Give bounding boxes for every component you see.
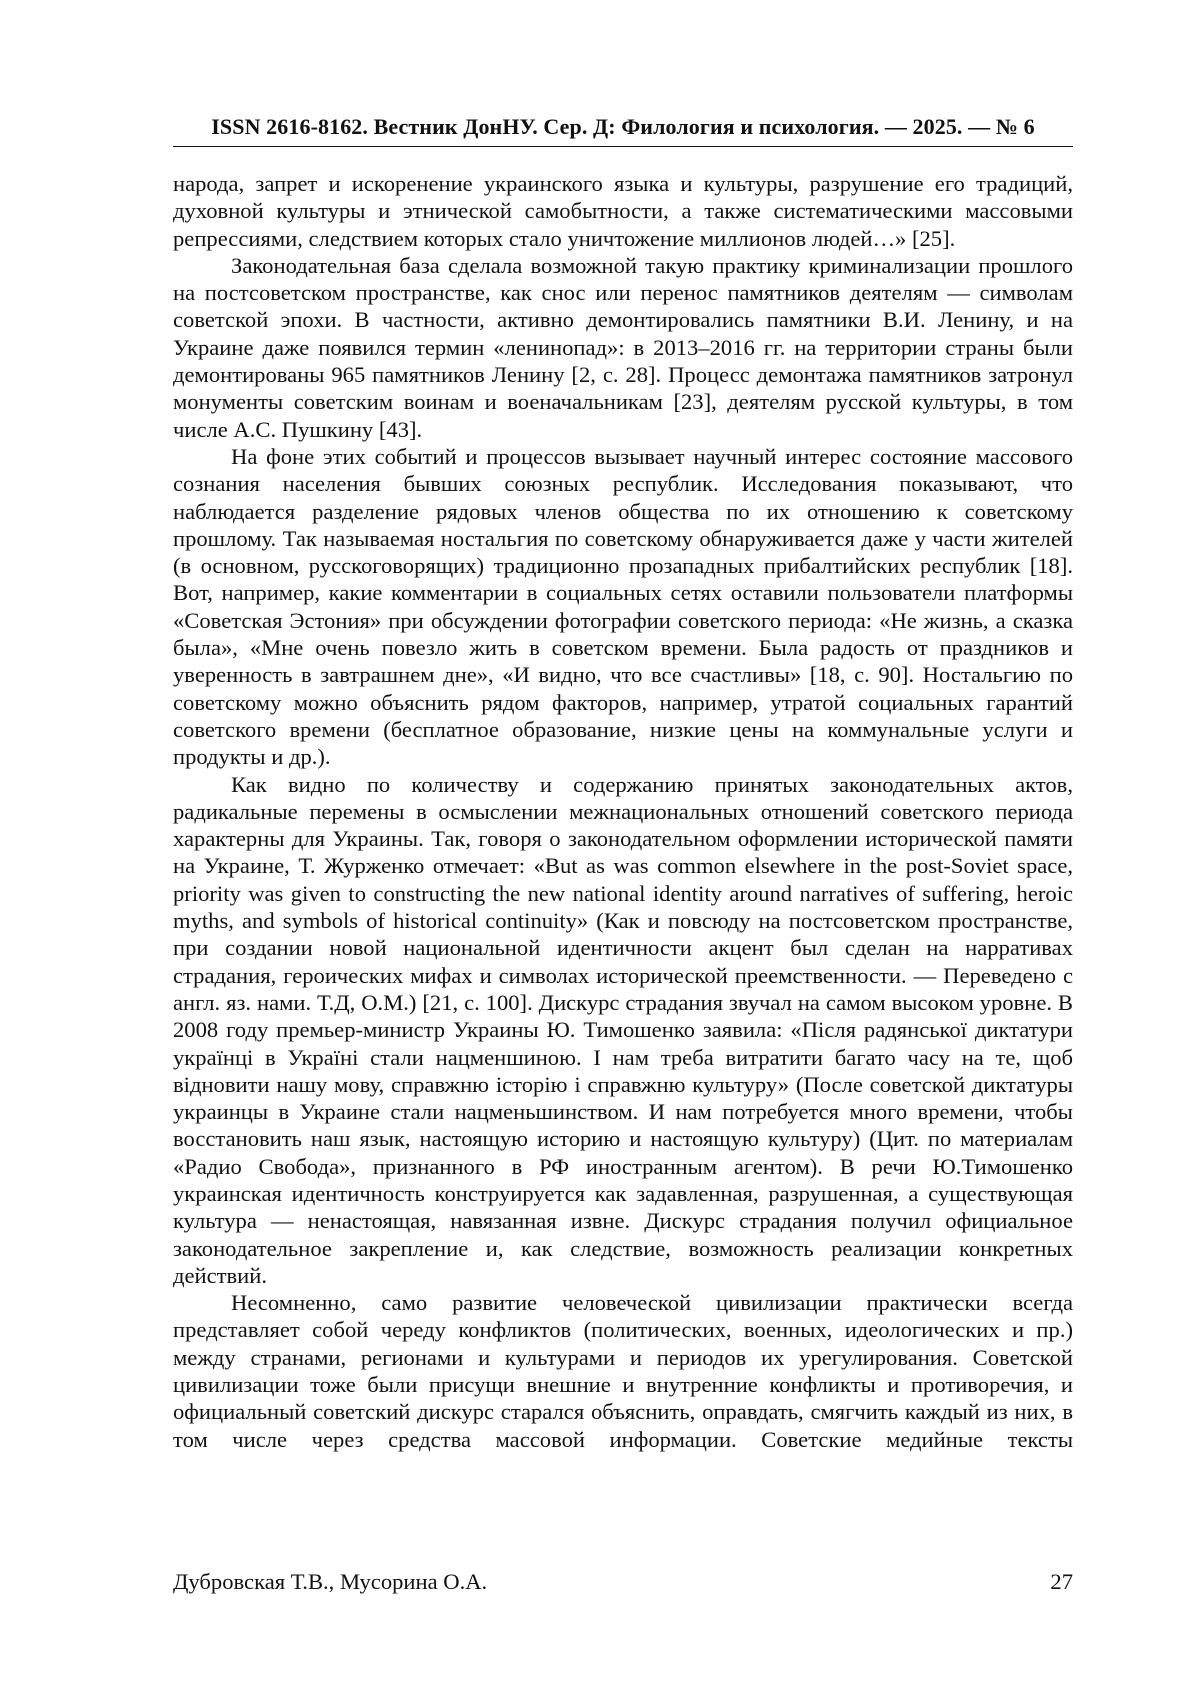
page-number: 27 (1050, 1569, 1073, 1594)
footer-authors: Дубровская Т.В., Мусорина О.А. (173, 1569, 488, 1594)
paragraph: На фоне этих событий и процессов вызывает научный интерес состояние массового сознания населения бывших союзных республик. Исследования показывают, что наблюдается разделение рядовых членов общества по их отношению к советскому прошлому. Так называемая ностальгия по советскому обнаруживается даже у части жителей (в основном, русскоговорящих) традиционно прозападных прибалтийских республик [18]. Вот, например, какие комментарии в социальных сетях оставили пользователи платформы «Советская Эстония» при обсуждении фотографии советского периода: «Не жизнь, а сказка была», «Мне очень повезло жить в советском времени. Была радость от праздников и уверенность в завтрашнем дне», «И видно, что все счастливы» [18, с. 90]. Ностальгию по советскому можно объяснить рядом факторов, например, утратой социальных гарантий советского времени (бесплатное образование, низкие цены на коммунальные услуги и продукты и др.). (173, 443, 1073, 770)
running-header: ISSN 2616-8162. Вестник ДонНУ. Сер. Д: Филология и психология. — 2025. — № 6 (211, 114, 1035, 139)
header-divider (173, 146, 1073, 147)
paragraph-continues-next-page: Несомненно, само развитие человеческой цивилизации практически всегда представляет собой череду конфликтов (политических, военных, идеологических и пр.) между странами, регионами и культурами и периодов их урегулирования. Советской цивилизации тоже были присущи внешние и внутренние конфликты и противоречия, и официальный советский дискурс старался объяснить, оправдать, смягчить каждый из них, в том числе через средства массовой информации. Советские медийные тексты (173, 1290, 1073, 1452)
paragraph-continued: народа, запрет и искоренение украинского языка и культуры, разрушение его традиций, духовной культуры и этнической самобытности, а также систематическими массовыми репрессиями, следствием которых стало уничтожение миллионов людей…» [25]. (173, 171, 1073, 251)
paragraph: Законодательная база сделала возможной такую практику криминализации прошлого на постсоветском пространстве, как снос или перенос памятников деятелям — символам советской эпохи. В частности, активно демонтировались памятники В.И. Ленину, и на Украине даже появился термин «ленинопад»: в 2013–2016 гг. на территории страны были демонтированы 965 памятников Ленину [2, с. 28]. Процесс демонтажа памятников затронул монументы советским воинам и военачальникам [23], деятелям русской культуры, в том числе А.С. Пушкину [43]. (173, 252, 1073, 442)
paragraph: Как видно по количеству и содержанию принятых законодательных актов, радикальные перемены в осмыслении межнациональных отношений советского периода характерны для Украины. Так, говоря о законодательном оформлении исторической памяти на Украине, Т. Журженко отмечает: «But as was common elsewhere in the post-Soviet space, priority was given to constructing the new national identity around narratives of suffering, heroic myths, and symbols of historical continuity» (Как и повсюду на постсоветском пространстве, при создании новой национальной идентичности акцент был сделан на нарративах страдания, героических мифах и символах исторической преемственности. — Переведено с англ. яз. нами. Т.Д, О.М.) [21, с. 100]. Дискурс страдания звучал на самом высоком уровне. В 2008 году премьер-министр Украины Ю. Тимошенко заявила: «Після радянської диктатури українці в Україні стали нацменшиною. І нам треба витратити багато часу на те, щоб відновити нашу мову, справжню історію і справжню культуру» (После советской диктатуры украинцы в Украине стали нацменьшинством. И нам потребуется много времени, чтобы восстановить наш язык, настоящую историю и настоящую культуру) (Цит. по материалам «Радио Свобода», признанного в РФ иностранным агентом). В речи Ю.Тимошенко украинская идентичность конструируется как задавленная, разрушенная, а существующая культура — ненастоящая, навязанная извне. Дискурс страдания получил официальное законодательное закрепление и, как следствие, возможность реализации конкретных действий. (173, 771, 1073, 1288)
article-body (173, 170, 1073, 1453)
